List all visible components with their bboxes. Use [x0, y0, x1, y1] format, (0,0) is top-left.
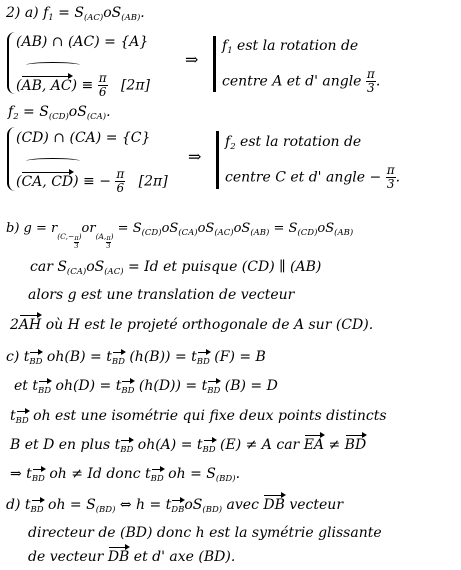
system-brace-2 — [7, 127, 16, 191]
line-c2: et tBD oh(D) = tBD (h(D)) = tBD (B) = D — [14, 377, 278, 400]
line-b4: 2AH où H est le projeté orthogonale de A sur (CD). — [10, 317, 374, 333]
line-d1: d) tBD oh = $S_{(BD)}$ ⇔ h = tDBoS$_{(BD)}$ avec DB vecteur — [6, 496, 343, 519]
vertical-bar-1 — [213, 36, 216, 92]
angle-arc-1 — [26, 62, 80, 68]
question-label: 2) a) — [6, 5, 39, 21]
line-d2: directeur de (BD) donc h est la symétrie glissante — [28, 525, 382, 541]
result2-row2: centre C et d' angle − $\frac{\pi}{3}$ . — [225, 163, 401, 191]
line-f2: $f_2 = S_{(CD)}oS_{(CA)}$. — [8, 104, 111, 122]
implies-arrow-1: ⇒ — [185, 50, 199, 69]
line-c4: B et D en plus tBD oh(A) = tBD (E) ≠ A car EA ≠ BD — [10, 436, 366, 459]
line-b1: b) $g = r_{(C,- \frac{\pi}{3} )}or_{(A, \frac{\pi}{3} )} = S_{(CD)}oS_{(CA)}oS_{(AC)}oS_{(AB)} = S_{(CD)}oS_{(AB)}$ — [6, 221, 354, 250]
system2-row2: (CA, CD) ≡ − $\frac{\pi}{6}$ [2π] — [16, 167, 168, 195]
result1-row1: $f_1$ est la rotation de — [222, 38, 359, 56]
line-c3: tBD oh est une isométrie qui fixe deux points distincts — [10, 407, 387, 430]
line-part-2a: 2) a) $f_1 = S_{(AC)}oS_{(AB)}$. — [6, 5, 145, 23]
system1-row1: (AB) ∩ (AC) = {A} — [16, 34, 149, 50]
system1-row2: (AB, AC) ≡ $\frac{\pi}{6}$ [2π] — [16, 71, 150, 99]
angle-arc-2 — [26, 158, 80, 164]
fraction-pi-6: $\frac{\pi}{6}$ — [98, 71, 107, 99]
system-brace-1 — [7, 32, 16, 94]
result2-row1: $f_2$ est la rotation de — [225, 134, 362, 152]
implies-arrow-2: ⇒ — [188, 147, 202, 166]
vertical-bar-2 — [216, 131, 219, 189]
system2-row1: (CD) ∩ (CA) = {C} — [16, 130, 151, 146]
line-b3: alors g est une translation de vecteur — [28, 287, 295, 303]
line-c1: c) tBD oh(B) = tBD (h(B)) = tBD (F) = B — [6, 348, 266, 371]
line-d3: de vecteur DB et d' axe (BD). — [28, 549, 236, 565]
line-c5: ⇒ tBD oh ≠ Id donc tBD oh = $S_{(BD)}$. — [10, 465, 240, 488]
line-b2: car $S_{(CA)}oS_{(AC)} = Id$ et puisque (CD) ∥ (AB) — [30, 259, 322, 277]
result1-row2: centre A et d' angle $\frac{\pi}{3}$ . — [222, 67, 381, 95]
